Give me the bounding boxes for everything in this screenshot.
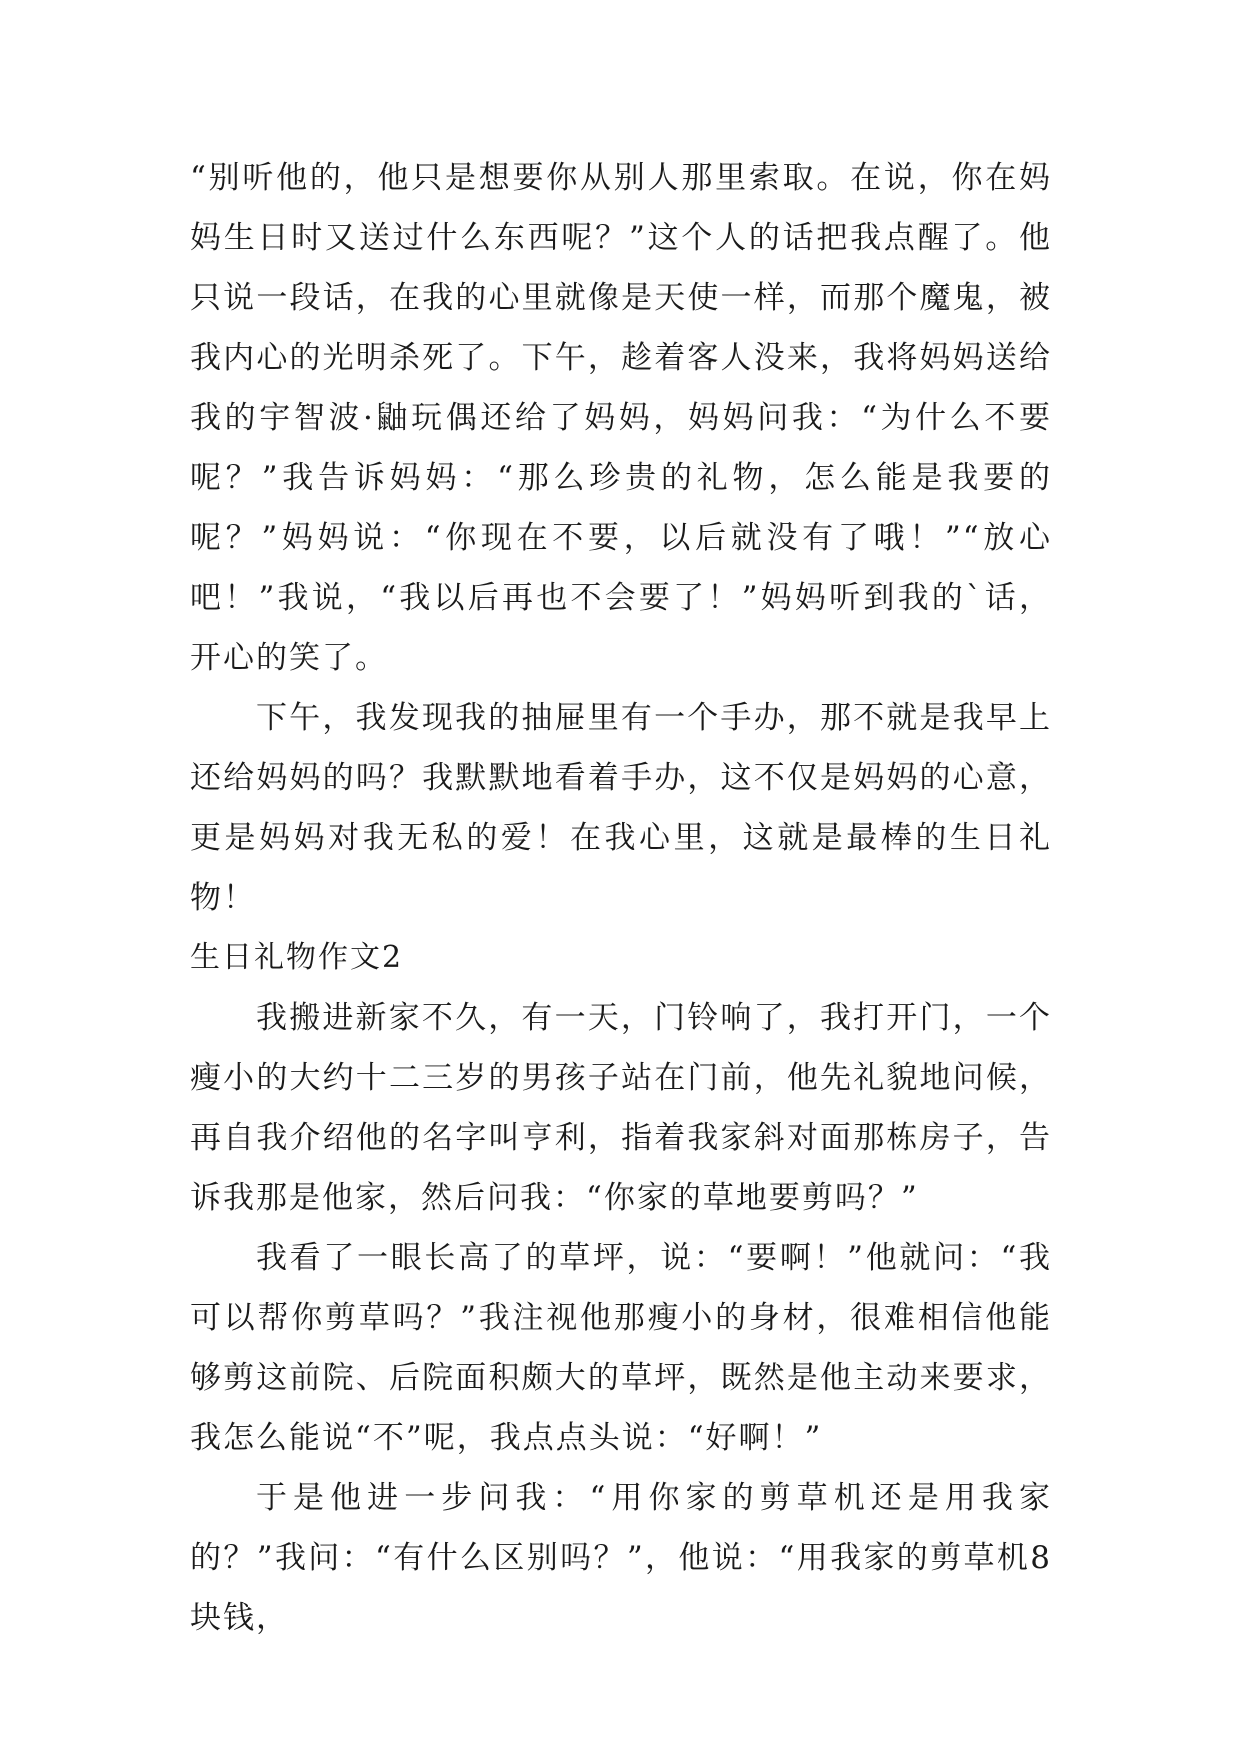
paragraph-4: 我看了一眼长高了的草坪，说：“要啊！”他就问：“我可以帮你剪草吗？”我注视他那瘦小的身材，很难相信他能够剪这前院、后院面积颇大的草坪，既然是他主动来要求，我怎么能说“不”呢，我点点头说：“好啊！” xyxy=(190,1240,1052,1456)
paragraph-3: 我搬进新家不久，有一天，门铃响了，我打开门，一个瘦小的大约十二三岁的男孩子站在门前，他先礼貌地问候，再自我介绍他的名字叫亨利，指着我家斜对面那栋房子，告诉我那是他家，然后问我：“你家的草地要剪吗？” xyxy=(190,1000,1052,1216)
document-page xyxy=(190,148,1052,1648)
paragraph-1: “别听他的，他只是想要你从别人那里索取。在说，你在妈妈生日时又送过什么东西呢？”这个人的话把我点醒了。他只说一段话，在我的心里就像是天使一样，而那个魔鬼，被我内心的光明杀死了。下午，趁着客人没来，我将妈妈送给我的宇智波·鼬玩偶还给了妈妈，妈妈问我：“为什么不要呢？”我告诉妈妈：“那么珍贵的礼物，怎么能是我要的呢？”妈妈说：“你现在不要，以后就没有了哦！”“放心吧！”我说，“我以后再也不会要了！”妈妈听到我的`话，开心的笑了。 xyxy=(190,160,1052,676)
paragraph-5: 于是他进一步问我：“用你家的剪草机还是用我家的？”我问：“有什么区别吗？”，他说：“用我家的剪草机8块钱， xyxy=(190,1480,1052,1636)
paragraph-2: 下午，我发现我的抽屉里有一个手办，那不就是我早上还给妈妈的吗？我默默地看着手办，这不仅是妈妈的心意，更是妈妈对我无私的爱！在我心里，这就是最棒的生日礼物！ xyxy=(190,700,1052,916)
section-heading: 生日礼物作文2 xyxy=(190,940,404,975)
